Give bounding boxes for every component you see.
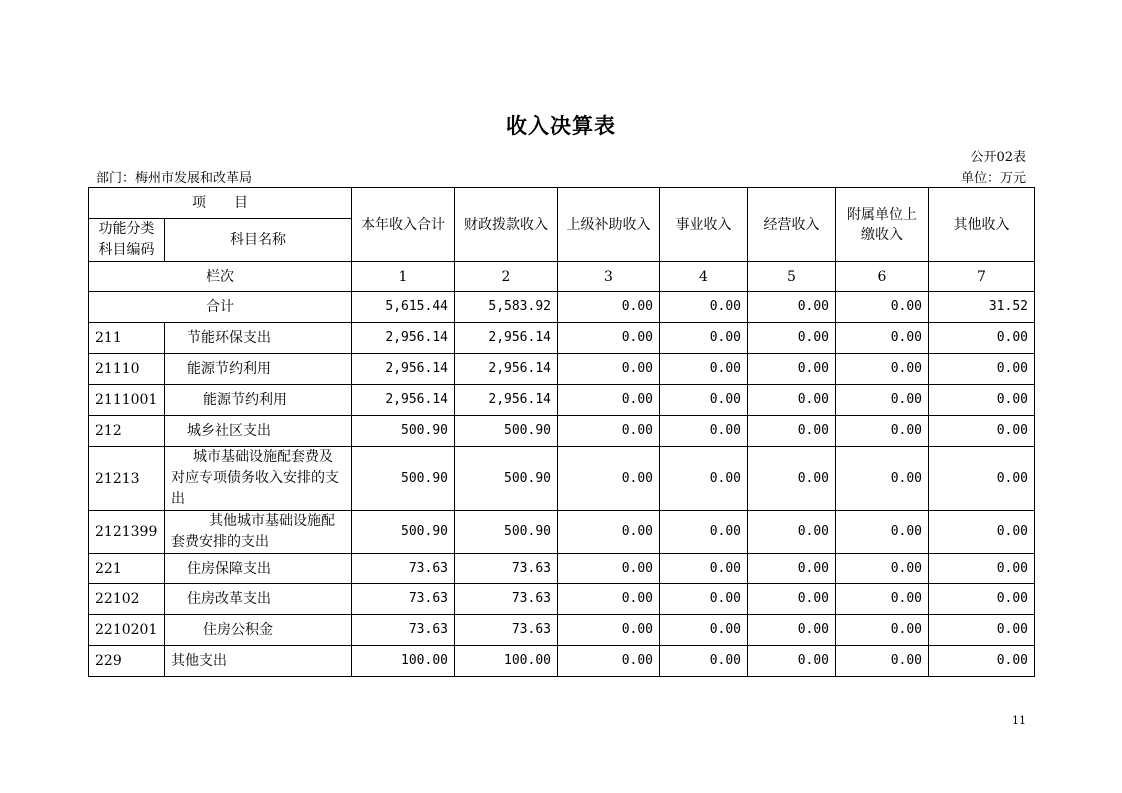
row-code: 22102 [89, 584, 165, 615]
row-value: 0.00 [660, 323, 748, 354]
row-value: 2,956.14 [352, 354, 455, 385]
row-value: 0.00 [748, 584, 836, 615]
row-value: 0.00 [836, 323, 929, 354]
row-code: 21213 [89, 447, 165, 511]
row-value: 0.00 [929, 511, 1035, 554]
row-value: 0.00 [748, 511, 836, 554]
row-name: 城乡社区支出 [165, 416, 352, 447]
row-value: 0.00 [748, 416, 836, 447]
col-number: 1 [352, 262, 455, 292]
row-name: 住房保障支出 [165, 554, 352, 584]
header-subject-name: 科目名称 [165, 219, 352, 262]
page-number: 11 [1012, 714, 1026, 727]
row-value: 2,956.14 [455, 385, 558, 416]
col-number: 5 [748, 262, 836, 292]
row-name: 能源节约利用 [165, 385, 352, 416]
row-value: 0.00 [836, 646, 929, 677]
row-value: 0.00 [929, 416, 1035, 447]
row-value: 2,956.14 [455, 354, 558, 385]
row-name: 能源节约利用 [165, 354, 352, 385]
row-value: 73.63 [455, 584, 558, 615]
header-func-code: 功能分类科目编码 [89, 219, 165, 262]
row-value: 73.63 [352, 554, 455, 584]
row-value: 0.00 [929, 323, 1035, 354]
form-number: 公开02表 [970, 150, 1026, 165]
row-value: 0.00 [558, 354, 660, 385]
row-value: 0.00 [836, 554, 929, 584]
document-title: 收入决算表 [506, 113, 616, 138]
row-code: 211 [89, 323, 165, 354]
row-value: 0.00 [929, 554, 1035, 584]
row-name: 节能环保支出 [165, 323, 352, 354]
header-col-6: 附属单位上缴收入 [836, 188, 929, 262]
col-number: 7 [929, 262, 1035, 292]
table-row [89, 511, 1035, 554]
header-col-7: 其他收入 [929, 188, 1035, 262]
table-row [89, 323, 1035, 354]
row-value: 0.00 [558, 323, 660, 354]
row-name: 住房公积金 [165, 615, 352, 646]
row-value: 0.00 [929, 447, 1035, 511]
row-code: 229 [89, 646, 165, 677]
total-row [89, 292, 1035, 323]
row-value: 500.90 [352, 511, 455, 554]
column-index-label: 栏次 [89, 262, 352, 292]
table-row [89, 615, 1035, 646]
row-value: 0.00 [558, 554, 660, 584]
income-table [88, 187, 1035, 677]
total-value: 5,615.44 [352, 292, 455, 323]
row-value: 0.00 [660, 646, 748, 677]
row-code: 21110 [89, 354, 165, 385]
row-value: 500.90 [352, 447, 455, 511]
row-value: 0.00 [929, 646, 1035, 677]
row-value: 0.00 [660, 554, 748, 584]
row-value: 0.00 [748, 385, 836, 416]
row-value: 500.90 [455, 447, 558, 511]
row-value: 0.00 [660, 354, 748, 385]
row-value: 0.00 [558, 646, 660, 677]
row-value: 0.00 [660, 615, 748, 646]
col-number: 2 [455, 262, 558, 292]
row-value: 0.00 [836, 447, 929, 511]
row-value: 0.00 [748, 354, 836, 385]
table-row [89, 646, 1035, 677]
row-value: 0.00 [929, 354, 1035, 385]
row-value: 0.00 [558, 511, 660, 554]
row-value: 500.90 [455, 511, 558, 554]
row-value: 0.00 [748, 646, 836, 677]
row-value: 0.00 [558, 385, 660, 416]
header-col-2: 财政拨款收入 [455, 188, 558, 262]
total-value: 0.00 [836, 292, 929, 323]
row-value: 0.00 [836, 511, 929, 554]
row-value: 500.90 [455, 416, 558, 447]
row-value: 73.63 [352, 584, 455, 615]
row-value: 0.00 [836, 615, 929, 646]
row-value: 2,956.14 [455, 323, 558, 354]
total-value: 31.52 [929, 292, 1035, 323]
total-label: 合计 [89, 292, 352, 323]
row-value: 73.63 [352, 615, 455, 646]
row-value: 0.00 [836, 584, 929, 615]
row-value: 0.00 [836, 385, 929, 416]
row-value: 0.00 [836, 416, 929, 447]
row-value: 0.00 [558, 447, 660, 511]
col-number: 3 [558, 262, 660, 292]
total-value: 0.00 [660, 292, 748, 323]
total-value: 0.00 [748, 292, 836, 323]
table-row [89, 416, 1035, 447]
row-value: 2,956.14 [352, 323, 455, 354]
table-row [89, 385, 1035, 416]
row-value: 0.00 [836, 354, 929, 385]
row-value: 100.00 [352, 646, 455, 677]
total-value: 0.00 [558, 292, 660, 323]
header-col-1: 本年收入合计 [352, 188, 455, 262]
row-code: 2210201 [89, 615, 165, 646]
row-name: 其他支出 [165, 646, 352, 677]
header-col-5: 经营收入 [748, 188, 836, 262]
row-value: 0.00 [558, 416, 660, 447]
row-value: 0.00 [660, 385, 748, 416]
row-value: 100.00 [455, 646, 558, 677]
col-number: 4 [660, 262, 748, 292]
row-code: 212 [89, 416, 165, 447]
row-value: 0.00 [660, 416, 748, 447]
row-value: 0.00 [748, 554, 836, 584]
row-value: 73.63 [455, 554, 558, 584]
row-value: 0.00 [929, 584, 1035, 615]
row-value: 500.90 [352, 416, 455, 447]
row-name: 住房改革支出 [165, 584, 352, 615]
row-code: 2111001 [89, 385, 165, 416]
table-row [89, 354, 1035, 385]
row-name: 城市基础设施配套费及对应专项债务收入安排的支出 [165, 447, 352, 511]
row-code: 221 [89, 554, 165, 584]
row-value: 0.00 [929, 615, 1035, 646]
total-value: 5,583.92 [455, 292, 558, 323]
header-col-3: 上级补助收入 [558, 188, 660, 262]
row-value: 0.00 [748, 615, 836, 646]
row-value: 73.63 [455, 615, 558, 646]
header-item: 项 目 [89, 188, 352, 219]
row-value: 0.00 [558, 584, 660, 615]
department-label: 部门：梅州市发展和改革局 [96, 171, 253, 186]
row-value: 0.00 [558, 615, 660, 646]
row-value: 0.00 [660, 511, 748, 554]
row-value: 2,956.14 [352, 385, 455, 416]
row-value: 0.00 [929, 385, 1035, 416]
header-row-1 [89, 188, 1035, 219]
column-index-row [89, 262, 1035, 292]
table-row [89, 584, 1035, 615]
table-row [89, 447, 1035, 511]
row-name: 其他城市基础设施配套费安排的支出 [165, 511, 352, 554]
row-value: 0.00 [748, 323, 836, 354]
row-value: 0.00 [748, 447, 836, 511]
row-value: 0.00 [660, 584, 748, 615]
header-col-4: 事业收入 [660, 188, 748, 262]
row-code: 2121399 [89, 511, 165, 554]
row-value: 0.00 [660, 447, 748, 511]
table-row [89, 554, 1035, 584]
unit-label: 单位：万元 [960, 171, 1026, 186]
col-number: 6 [836, 262, 929, 292]
